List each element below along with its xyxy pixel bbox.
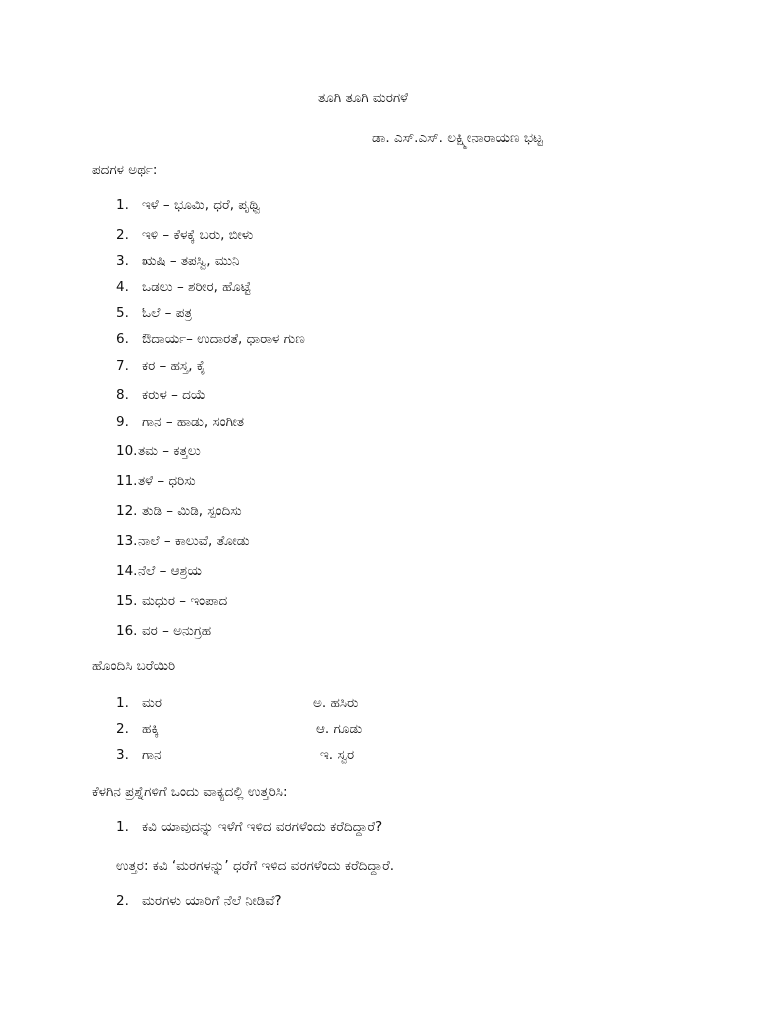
list-item	[116, 565, 202, 579]
item-number: 1.	[116, 695, 129, 711]
item-number: 16.	[116, 623, 138, 639]
item-number: 13.	[116, 533, 138, 549]
answer-1: ಉತ್ತರ: ಕವಿ ‘ಮರಗಳನ್ನು’ ಧರೆಗೆ ಇಳಿದ ವರಗಳೆಂದು ಕರೆದಿದ್ದಾರೆ.	[116, 858, 395, 874]
list-item	[116, 229, 253, 243]
list-item	[116, 595, 227, 609]
item-text: ನಾಲೆ – ಕಾಲುವೆ, ತೋಡು	[138, 533, 250, 549]
item-text: ಋಷಿ – ತಪಸ್ವಿ, ಮುನಿ	[142, 253, 240, 269]
item-text: ಮಧುರ – ಇಂಪಾದ	[142, 593, 228, 609]
meanings-heading: ಪದಗಳ ಅರ್ಥ:	[92, 162, 158, 178]
item-number: 11.	[116, 473, 138, 489]
list-item	[116, 475, 196, 489]
list-item	[116, 445, 201, 459]
item-number: 10.	[116, 443, 138, 459]
question-1	[116, 821, 382, 835]
match-left: ಮರ	[142, 695, 162, 711]
list-item	[116, 535, 250, 549]
match-right: ಅ. ಹಸಿರು	[313, 695, 359, 711]
list-item	[116, 416, 244, 430]
item-number: 5.	[116, 305, 129, 321]
list-item	[116, 307, 192, 321]
author-name: ಡಾ. ಎಸ್.ಎಸ್. ಲಕ್ಷ್ಮೀನಾರಾಯಣ ಭಟ್ಟ	[372, 130, 543, 146]
item-number: 14.	[116, 563, 138, 579]
matching-heading: ಹೊಂದಿಸಿ ಬರೆಯಿರಿ	[92, 658, 176, 674]
item-number: 2.	[116, 893, 129, 909]
item-number: 7.	[116, 358, 129, 374]
match-row	[116, 723, 159, 737]
match-row	[116, 697, 162, 711]
item-text: ತುಡಿ – ಮಿಡಿ, ಸ್ಪಂದಿಸು	[142, 503, 242, 519]
item-text: ಕರ – ಹಸ್ತ, ಕೈ	[142, 358, 206, 374]
item-text: ಕರುಳ – ದಯೆ	[142, 387, 206, 403]
item-number: 6.	[116, 331, 129, 347]
match-right: ಆ. ಗೂಡು	[316, 721, 363, 737]
list-item	[116, 281, 251, 295]
item-text: ಇಳಿ – ಕೆಳಕ್ಕೆ ಬರು, ಬೀಳು	[142, 227, 254, 243]
item-text: ಓಲೆ – ಪತ್ರ	[142, 305, 193, 321]
item-text: ವರ – ಅನುಗ್ರಹ	[142, 623, 212, 639]
match-left: ಹಕ್ಕಿ	[142, 721, 159, 737]
item-number: 8.	[116, 387, 129, 403]
item-number: 1.	[116, 197, 129, 213]
match-row	[116, 749, 162, 763]
item-number: 3.	[116, 253, 129, 269]
item-number: 15.	[116, 593, 138, 609]
question-text: ಕವಿ ಯಾವುದನ್ನು ಇಳೆಗೆ ಇಳಿದ ವರಗಳೆಂದು ಕರೆದಿದ್ದಾರೆ?	[142, 819, 383, 835]
list-item	[116, 505, 242, 519]
list-item	[116, 255, 240, 269]
match-right: ಇ. ಸ್ವರ	[320, 747, 355, 763]
item-text: ತಮ – ಕತ್ತಲು	[138, 443, 201, 459]
item-text: ತಳೆ – ಧರಿಸು	[138, 473, 196, 489]
list-item	[116, 360, 206, 374]
match-left: ಗಾನ	[142, 747, 162, 763]
item-number: 2.	[116, 721, 129, 737]
item-text: ಔದಾರ್ಯ– ಉದಾರತೆ, ಧಾರಾಳ ಗುಣ	[142, 331, 305, 347]
item-number: 12.	[116, 503, 138, 519]
list-item	[116, 199, 261, 213]
item-text: ಒಡಲು – ಶರೀರ, ಹೊಟ್ಟೆ	[142, 279, 252, 295]
item-number: 3.	[116, 747, 129, 763]
list-item	[116, 333, 305, 347]
question-2	[116, 895, 282, 909]
item-number: 2.	[116, 227, 129, 243]
item-number: 9.	[116, 414, 129, 430]
page-title: ತೂಗಿ ತೂಗಿ ಮರಗಳೆ	[318, 90, 409, 106]
item-number: 4.	[116, 279, 129, 295]
item-number: 1.	[116, 819, 129, 835]
list-item	[116, 625, 211, 639]
questions-heading: ಕೆಳಗಿನ ಪ್ರಶ್ನೆಗಳಿಗೆ ಒಂದು ವಾಕ್ಯದಲ್ಲಿ ಉತ್ತರಿಸಿ:	[92, 784, 288, 800]
question-text: ಮರಗಳು ಯಾರಿಗೆ ನೆಲೆ ನೀಡಿವೆ?	[142, 893, 282, 909]
item-text: ನೆಲೆ – ಆಶ್ರಯ	[138, 563, 202, 579]
item-text: ಗಾನ – ಹಾಡು, ಸಂಗೀತ	[142, 414, 245, 430]
item-text: ಇಳೆ – ಭೂಮಿ, ಧರೆ, ಪೃಥ್ವಿ	[142, 197, 261, 213]
list-item	[116, 389, 206, 403]
